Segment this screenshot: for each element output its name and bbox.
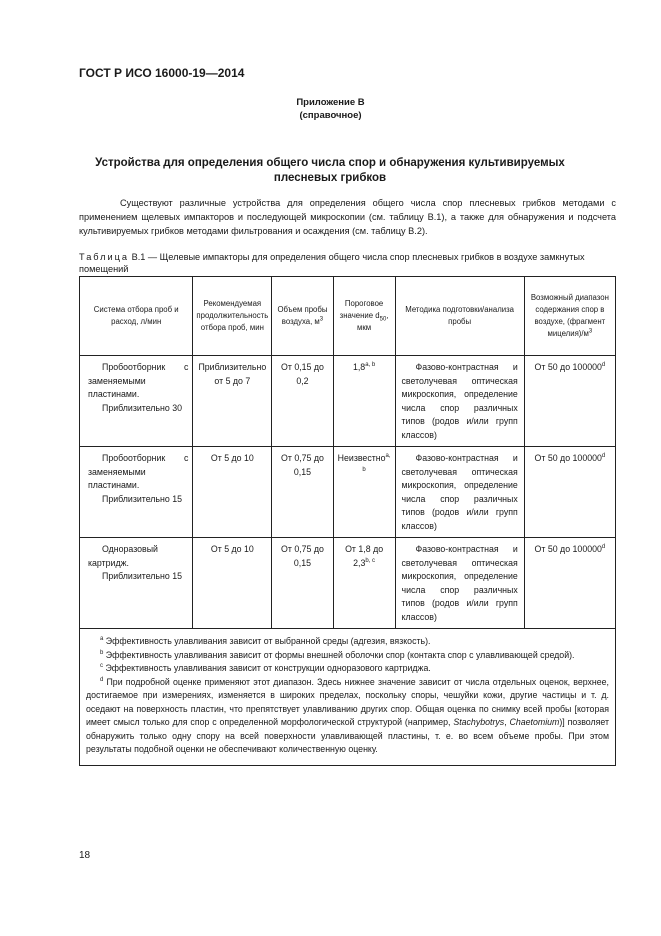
annex-subtitle: (справочное) xyxy=(299,110,362,121)
cell-system xyxy=(80,538,193,629)
note-genus-name: Stachybotrys xyxy=(453,717,505,727)
cell-volume: От 0,75 до 0,15 xyxy=(272,447,333,538)
cell-threshold xyxy=(333,447,395,538)
system-name: Пробоотборник с заменяемыми пластинами. xyxy=(88,362,189,399)
system-name: Пробоотборник с заменяемыми пластинами. xyxy=(88,453,189,490)
range-value: От 50 до 100000 xyxy=(534,453,602,463)
table-caption xyxy=(79,251,616,275)
system-flow: Приблизительно 15 xyxy=(102,493,182,504)
threshold-note-ref: a, b xyxy=(365,362,376,369)
header-range xyxy=(524,277,615,356)
system-name: Одноразовый картридж. xyxy=(88,544,158,568)
threshold-value: От 1,8 до 2,3 xyxy=(345,544,384,568)
cell-volume: От 0,75 до 0,15 xyxy=(272,538,333,629)
note-text: При подробной оценке применяют этот диапазон. Здесь нижнее значение зависит от числа отдельных оценок, верхнее, достигаемое при измерениях, изменяется в широких пределах, поскольку споры, чешуйки кожи, другие частицы и т. д. оседают на поверхность пластин, что препятствует улавливанию других спор. Общая оценка по снимку всей пробы [которая имеет смысл только для спор с определенной морфологической структурой (например, xyxy=(86,676,609,727)
note-mark: d xyxy=(100,676,104,683)
range-note-ref: d xyxy=(601,544,606,551)
header-threshold-text: Пороговое значение d xyxy=(339,299,384,320)
note-mark: c xyxy=(100,663,103,670)
table-note xyxy=(86,662,609,676)
note-genus-name: Chaetomium xyxy=(509,717,560,727)
range-note-ref: d xyxy=(601,453,606,460)
cell-threshold xyxy=(333,356,395,447)
header-volume-text: Объем пробы воздуха, м xyxy=(277,305,328,326)
method-text: Фазово-контрастная и светолучевая оптическая микроскопия, определение числа спор различных типов (родов и/или групп классов) xyxy=(401,544,518,622)
table-notes xyxy=(80,629,616,766)
system-flow: Приблизительно 30 xyxy=(102,402,182,413)
header-volume xyxy=(272,277,333,356)
impactor-table xyxy=(79,276,616,766)
table-notes-row xyxy=(80,629,616,766)
intro-paragraph: Существуют различные устройства для определения общего числа спор плесневых грибков методами с применением щелевых импакторов и последующей микроскопии (см. таблицу В.1), а также для обнаружения и подсчета культивируемых грибков методами фильтрования и осаждения (см. таблицу В.2). xyxy=(79,198,616,236)
annex-title: Приложение В xyxy=(296,97,365,108)
threshold-value: 1,8 xyxy=(352,362,366,372)
header-method: Методика подготовки/анализа пробы xyxy=(395,277,524,356)
cell-volume: От 0,15 до 0,2 xyxy=(272,356,333,447)
method-text: Фазово-контрастная и светолучевая оптическая микроскопия, определение числа спор различных типов (родов и/или групп классов) xyxy=(401,453,518,531)
header-threshold-sub: 50 xyxy=(379,316,387,323)
range-value: От 50 до 100000 xyxy=(534,362,602,372)
cell-method xyxy=(395,356,524,447)
header-range-sup: 3 xyxy=(588,328,593,335)
table-note xyxy=(86,649,609,663)
table-row xyxy=(80,356,616,447)
cell-method xyxy=(395,538,524,629)
threshold-value: Неизвестно xyxy=(337,453,386,463)
table-caption-label: Таблица xyxy=(79,252,130,262)
table-row xyxy=(80,447,616,538)
cell-range xyxy=(524,538,615,629)
note-text: Эффективность улавливания зависит от конструкции одноразового картриджа. xyxy=(103,663,431,673)
threshold-note-ref: a, b xyxy=(362,453,391,473)
cell-range xyxy=(524,356,615,447)
note-text: Эффективность улавливания зависит от выбранной среды (адгезия, вязкость). xyxy=(103,636,431,646)
system-flow: Приблизительно 15 xyxy=(102,571,182,581)
table-header-row xyxy=(80,277,616,356)
note-separator: , xyxy=(504,717,510,727)
table-caption-text: В.1 — Щелевые импакторы для определения общего числа спор плесневых грибков в воздухе замкнутых помещений xyxy=(79,252,585,274)
header-system: Система отбора проб и расход, л/мин xyxy=(80,277,193,356)
table-note xyxy=(86,635,609,649)
header-threshold-unit: , мкм xyxy=(357,311,389,332)
section-heading: Устройства для определения общего числа спор и обнаружения культивируемых плесневых грибков xyxy=(95,157,565,184)
note-mark: b xyxy=(100,649,104,656)
cell-duration: От 5 до 10 xyxy=(193,538,272,629)
cell-range xyxy=(524,447,615,538)
method-text: Фазово-контрастная и светолучевая оптическая микроскопия, определение числа спор различных типов (родов и/или групп классов) xyxy=(401,362,518,440)
header-range-text: Возможный диапазон содержания спор в воздухе, (фрагмент мицелия)/м xyxy=(530,293,609,338)
note-mark: a xyxy=(100,636,104,643)
header-volume-sup: 3 xyxy=(319,316,324,323)
range-note-ref: d xyxy=(601,362,606,369)
cell-system xyxy=(80,356,193,447)
cell-method xyxy=(395,447,524,538)
table-note xyxy=(86,676,609,757)
page-number: 18 xyxy=(79,850,91,861)
header-threshold xyxy=(333,277,395,356)
note-text: Эффективность улавливания зависит от формы внешней оболочки спор (контакта спор с улавливающей средой). xyxy=(103,649,575,660)
cell-threshold xyxy=(333,538,395,629)
document-code: ГОСТ Р ИСО 16000-19—2014 xyxy=(79,66,245,80)
cell-system xyxy=(80,447,193,538)
header-duration: Рекомендуемая продолжительность отбора проб, мин xyxy=(193,277,272,356)
note-text: )] позволяет обнаружить только одну спору на всей поверхности улавливающей пластины, т. е. во всем объеме пробы. При этом результаты подобной оценки не обеспечивают количественную оценку. xyxy=(86,717,609,754)
threshold-note-ref: b, c xyxy=(365,557,376,564)
table-row xyxy=(80,538,616,629)
range-value: От 50 до 100000 xyxy=(534,544,602,554)
cell-duration: Приблизительно от 5 до 7 xyxy=(193,356,272,447)
cell-duration: От 5 до 10 xyxy=(193,447,272,538)
